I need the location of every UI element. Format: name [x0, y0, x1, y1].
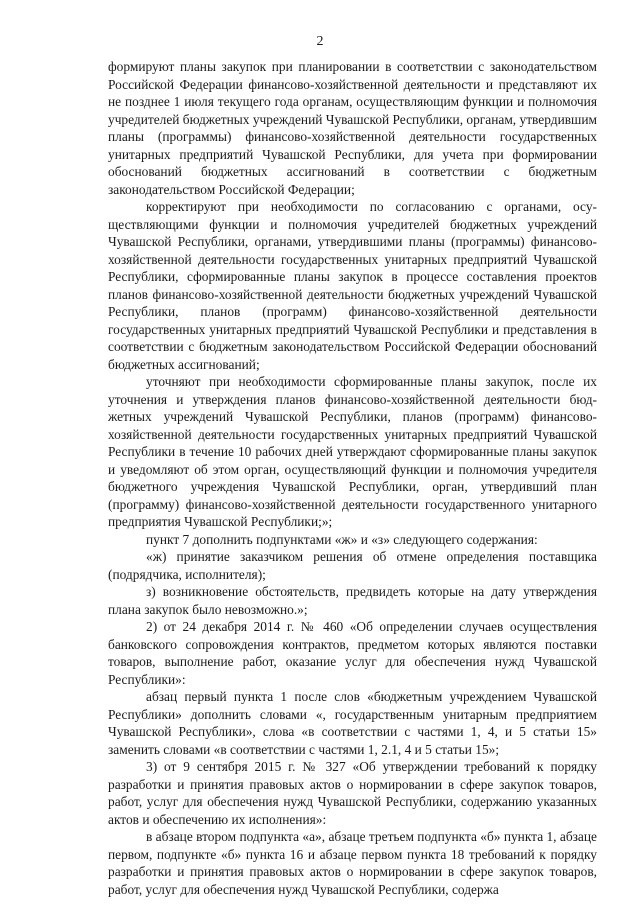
document-body [108, 58, 597, 898]
paragraph-3: уточняют при необходимости сформированные планы закупок, после их уточнения и утверждения планов финансово-хозяйственной деятельности бюджетных учреждений Чувашской Республики, планов (программ) финансово-хозяйственной деятельности государственных унитарных предприятий Чувашской Республики в течение 10 рабочих дней утверждают сформированные планы закупок и уведомляют об этом орган, осуществляющий функции и полномочия учредителя бюджетного учреждения Чувашской Республики, орган, утвердивший план (программу) финансово-хозяйственной деятельности государственного унитарного предприятия Чувашской Республики;»; [108, 374, 597, 529]
paragraph-10: в абзаце втором подпункта «а», абзаце третьем подпункта «б» пункта 1, абзаце первом, подпункте «б» пункта 16 и абзаце первом пункта 18 требований к порядку разработки и принятия правовых актов о нормировании в сфере закупок товаров, работ, услуг для обеспечения нужд Чувашской Республики, содержа [108, 829, 597, 897]
paragraph-8: абзац первый пункта 1 после слов «бюджетным учреждением Чувашской Республики» дополнить словами «, государственным унитарным предприятием Чувашской Республики», слова «в соответствии с частями 1, 4, и 5 статьи 15» заменить словами «в соответствии с частями 1, 2.1, 4 и 5 статьи 15»; [108, 689, 597, 757]
paragraph-1: формируют планы закупок при планировании в соответствии с законодательством Российской Федерации финансово-хозяйственной деятельности и представляют их не позднее 1 июля текущего года органам, осуществляющим функции и полномочия учредителей бюджетных учреждений Чувашской Республики, органам, утвердившим планы (программы) финансово-хозяйственной деятельности государственных унитарных предприятий Чувашской Республики, для учета при формировании обоснований бюджетных ассигнований в соответствии с бюджетным законодательством Российской Федерации; [108, 59, 598, 197]
paragraph-2: корректируют при необходимости по согласованию с органами, осуществляющими функции и полномочия учредителей бюджетных учреждений Чувашской Республики, органами, утвердившими планы (программы) финансово-хозяйственной деятельности государственных унитарных предприятий Чувашской Республики, сформированные планы закупок в процессе составления проектов планов финансово-хозяйственной деятельности бюджетных учреждений Чувашской Республики, планов (программ) финансово-хозяйственной деятельности государственных унитарных предприятий Чувашской Республики и представления в соответствии с бюджетным законодательством Российской Федерации обоснований бюджетных ассигнований; [108, 199, 597, 372]
paragraph-5: «ж) принятие заказчиком решения об отмене определения поставщика (подрядчика, исполнителя); [108, 549, 597, 582]
paragraph-7: 2) от 24 декабря 2014 г. № 460 «Об определении случаев осуществления банковского сопровождения контрактов, предметом которых являются поставки товаров, выполнение работ, оказание услуг для обеспечения нужд Чувашской Республики»: [108, 619, 597, 687]
page-number: 2 [316, 34, 324, 49]
paragraph-9: 3) от 9 сентября 2015 г. № 327 «Об утверждении требований к порядку разработки и принятия правовых актов о нормировании в сфере закупок товаров, работ, услуг для обеспечения нужд Чувашской Республики, содержанию указанных актов и обеспечению их исполнения»: [108, 759, 597, 827]
paragraph-6: з) возникновение обстоятельств, предвидеть которые на дату утверждения плана закупок было невозможно.»; [108, 584, 597, 617]
paragraph-4: пункт 7 дополнить подпунктами «ж» и «з» следующего содержания: [146, 531, 538, 547]
